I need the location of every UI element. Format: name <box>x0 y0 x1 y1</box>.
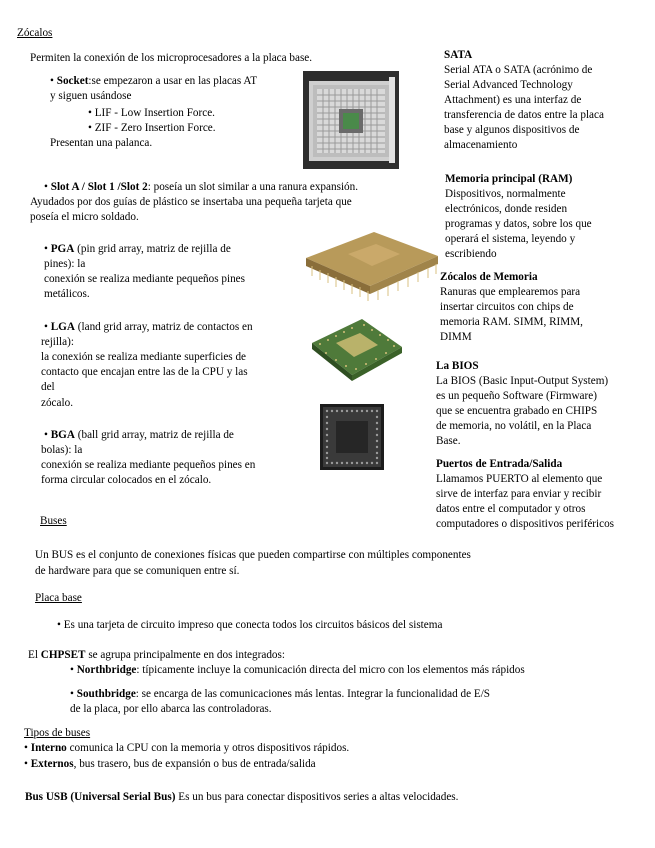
zocalos-heading: Zócalos <box>17 27 53 39</box>
placa-base-heading: Placa base <box>35 592 82 604</box>
placa-base-bullet: • Es una tarjeta de circuito impreso que conecta todos los circuitos básicos del sistema <box>57 619 443 631</box>
lga-line-6: zócalo. <box>41 397 73 409</box>
lga-line-2: rejilla): <box>41 336 74 348</box>
sata-section: SATA Serial ATA o SATA (acrónimo de Serial Advanced Technology Attachment) es una interfaz de transferencia de datos entre la placa base y algunos dispositivos de almacenamiento <box>444 49 604 151</box>
bios-title: La BIOS <box>436 360 479 372</box>
northbridge-term: Northbridge <box>76 664 137 676</box>
lga-line-3: la conexión se realiza mediante superficies de <box>41 351 247 363</box>
socket-line-1: • Socket:se empezaron a usar en las placas AT <box>50 75 258 87</box>
bga-line-2: bolas): la <box>41 444 83 456</box>
lga-line-1: • LGA (land grid array, matriz de contactos en <box>44 321 253 333</box>
socket-term: Socket <box>56 75 89 87</box>
buses-line-1: Un BUS es el conjunto de conexiones físicas que pueden compartirse con múltiples componentes <box>35 549 471 561</box>
interno-line: • Interno comunica la CPU con la memoria y otros dispositivos rápidos. <box>24 742 350 754</box>
bga-line-1: • BGA (ball grid array, matriz de rejilla de <box>44 429 234 441</box>
southbridge-term: Southbridge <box>76 688 136 700</box>
interno-term: Interno <box>30 742 67 754</box>
slot-line-2: Ayudados por dos guías de plástico se insertaba una pequeña tarjeta que <box>30 196 352 208</box>
puertos-section: Puertos de Entrada/Salida Llamamos PUERTO al elemento que sirve de interfaz para enviar y recibir datos entre el computador y otros computadores o dispositivos periféricos <box>436 458 615 530</box>
bga-image <box>320 404 384 470</box>
socket-note: Presentan una palanca. <box>50 137 153 149</box>
zocalos-intro: Permiten la conexión de los microprocesadores a la placa base. <box>30 52 313 64</box>
ram-title: Memoria principal (RAM) <box>445 173 573 185</box>
lga-line-5: del <box>41 381 55 393</box>
southbridge-line-2: de la placa, por ello abarca las controladoras. <box>70 703 272 715</box>
pga-line-1: • PGA (pin grid array, matriz de rejilla de <box>44 243 231 255</box>
northbridge-line: • Northbridge: típicamente incluye la comunicación directa del micro con los elementos más rápidos <box>70 664 525 676</box>
chipset-intro: El CHPSET se agrupa principalmente en dos integrados: <box>28 649 285 661</box>
buses-line-2: de hardware para que se comuniquen entre sí. <box>35 565 240 577</box>
slot-line-1: • Slot A / Slot 1 /Slot 2: poseía un slot similar a una ranura expansión. <box>44 181 359 193</box>
zocalos-memoria-title: Zócalos de Memoria <box>440 271 538 283</box>
buses-heading: Buses <box>40 515 67 527</box>
sata-title: SATA <box>444 49 473 61</box>
externo-line: • Externos, bus trasero, bus de expansión o bus de entrada/salida <box>24 758 316 770</box>
socket-sub-2: • ZIF - Zero Insertion Force. <box>88 122 216 134</box>
slot-line-3: poseía el micro soldado. <box>30 211 139 223</box>
socket-image <box>303 71 399 169</box>
usb-line: Bus USB (Universal Serial Bus) Es un bus para conectar dispositivos series a altas velocidades. <box>25 791 459 803</box>
bga-term: BGA <box>50 429 75 441</box>
pga-term: PGA <box>50 243 75 255</box>
socket-line-2: y siguen usándose <box>50 90 132 102</box>
usb-term: Bus USB (Universal Serial Bus) <box>25 791 176 803</box>
externo-term: Externos <box>30 758 74 770</box>
pga-line-4: metálicos. <box>44 288 90 300</box>
bga-line-3: conexión se realiza mediante pequeños pines en <box>41 459 256 471</box>
pga-line-3: conexión se realiza mediante pequeños pines <box>44 273 245 285</box>
ram-section: Memoria principal (RAM) Dispositivos, normalmente electrónicos, donde residen programas y datos, sobre los que operará el sistema, leyendo y escribiendo <box>445 173 592 260</box>
slot-term: Slot A / Slot 1 /Slot 2 <box>50 181 148 193</box>
tipos-buses-heading: Tipos de buses <box>24 727 91 739</box>
bga-line-4: forma circular colocados en el zócalo. <box>41 474 212 486</box>
zocalos-memoria-section: Zócalos de Memoria Ranuras que emplearemos para insertar circuitos con chips de memoria RAM. SIMM, RIMM, DIMM <box>440 271 583 343</box>
lga-image <box>306 313 406 389</box>
southbridge-line-1: • Southbridge: se encarga de las comunicaciones más lentas. Integrar la funcionalidad de E/S <box>70 688 491 700</box>
pga-line-2: pines): la <box>44 258 86 270</box>
socket-sub-1: • LIF - Low Insertion Force. <box>88 107 215 119</box>
bios-section: La BIOS La BIOS (Basic Input-Output System) es un pequeño Software (Firmware) que se encuentra grabado en CHIPS de memoria, no volátil, en la Placa Base. <box>436 360 609 447</box>
lga-line-4: contacto que encajan entre las de la CPU y las <box>41 366 248 378</box>
lga-term: LGA <box>50 321 75 333</box>
pga-image <box>296 224 446 304</box>
puertos-title: Puertos de Entrada/Salida <box>436 458 563 470</box>
chipset-term: CHPSET <box>40 649 86 661</box>
